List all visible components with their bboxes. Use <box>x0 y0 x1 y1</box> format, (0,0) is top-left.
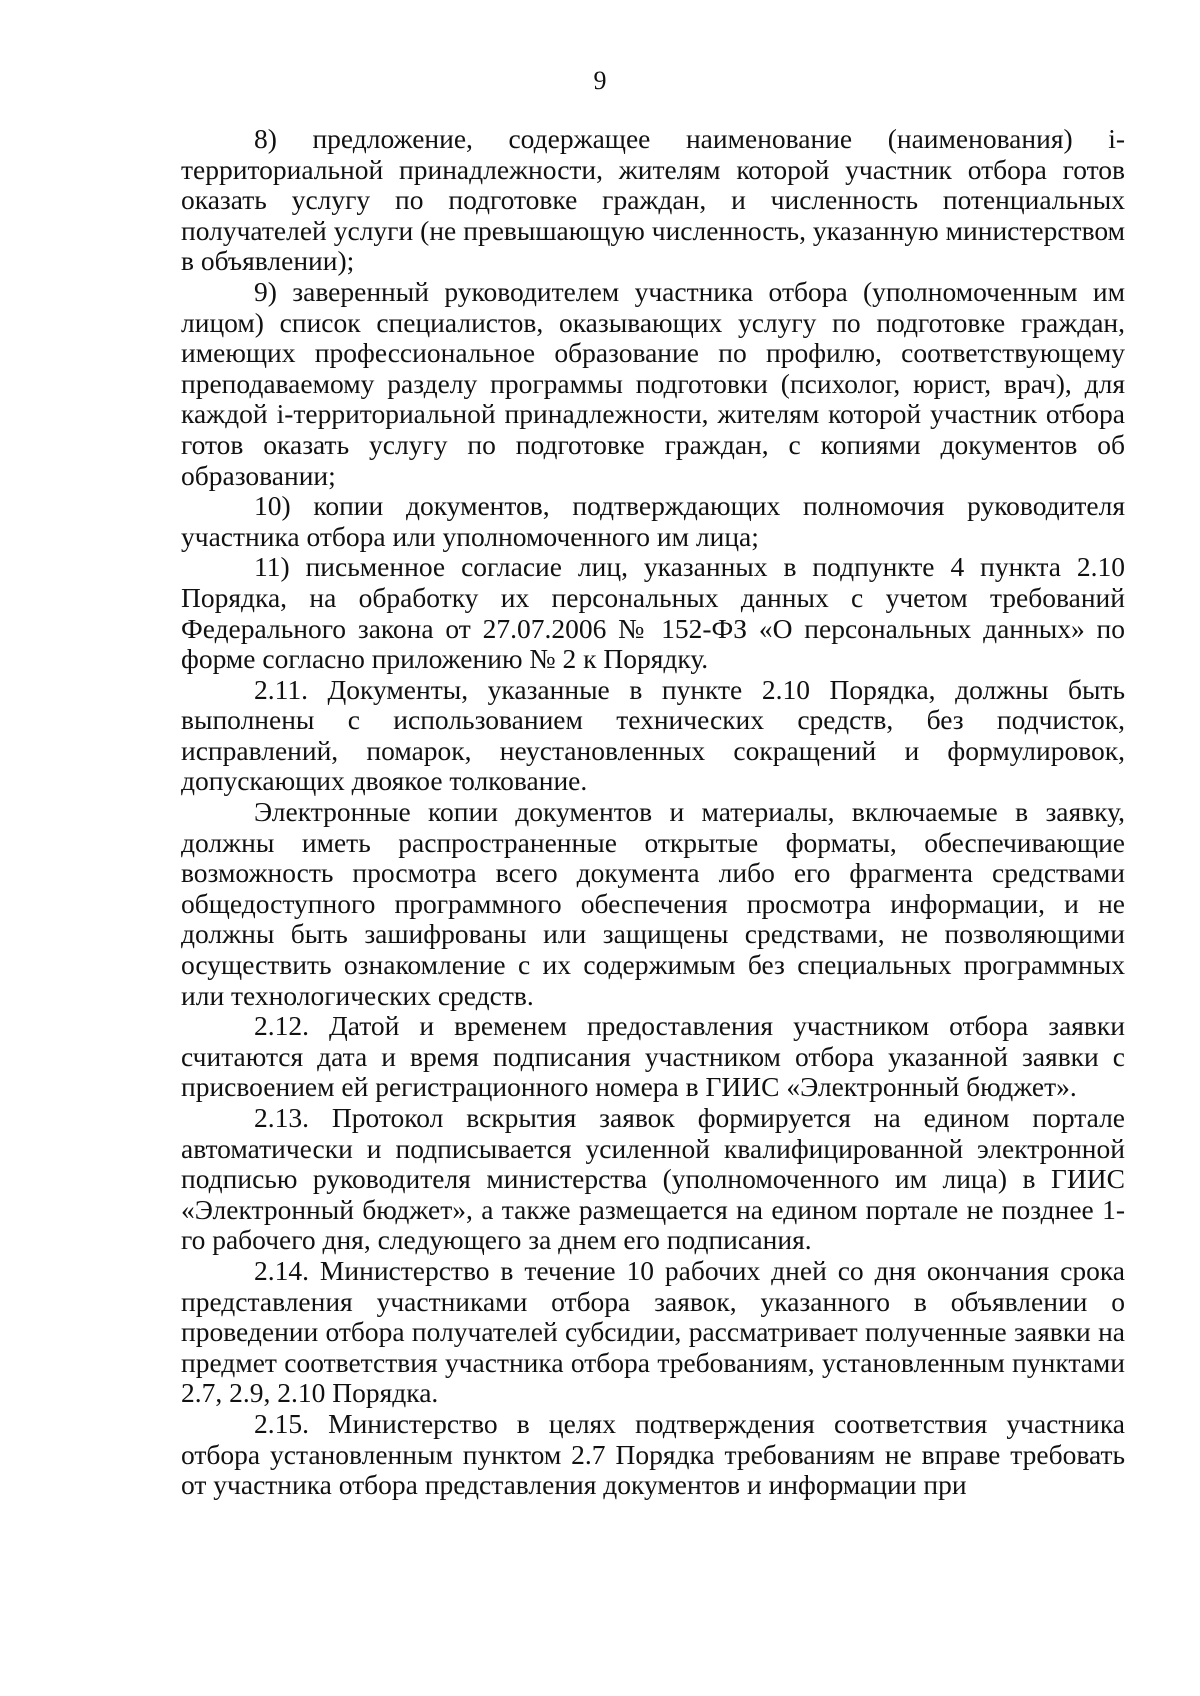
paragraph-electronic-copies: Электронные копии документов и материалы, включаемые в заявку, должны иметь распространенные открытые форматы, обеспечивающие возможность просмотра всего документа либо его фрагмента средствами общедоступного программного обеспечения просмотра информации, и не должны быть зашифрованы или защищены средствами, не позволяющими осуществить ознакомление с их содержимым без специальных программных или технологических средств. <box>181 796 1125 1011</box>
page-number: 9 <box>593 66 607 95</box>
paragraph-item-8: 8) предложение, содержащее наименование (наименования) i-территориальной принадлежности, жителям которой участник отбора готов оказать услугу по подготовке граждан, и численность потенциальных получателей услуги (не превышающую численность, указанную министерством в объявлении); <box>181 123 1125 277</box>
paragraph-2-15: 2.15. Министерство в целях подтверждения соответствия участника отбора установленным пунктом 2.7 Порядка требованиям не вправе требовать от участника отбора представления документов и информации при <box>181 1407 1125 1501</box>
paragraph-2-11: 2.11. Документы, указанные в пункте 2.10 Порядка, должны быть выполнены с использованием технических средств, без подчисток, исправлений, помарок, неустановленных сокращений и формулировок, допускающих двоякое толкование. <box>181 673 1125 797</box>
paragraph-item-10: 10) копии документов, подтверждающих полномочия руководителя участника отбора или уполномоченного им лица; <box>181 490 1125 552</box>
paragraph-2-13: 2.13. Протокол вскрытия заявок формируется на едином портале автоматически и подписывается усиленной квалифицированной электронной подписью руководителя министерства (уполномоченного им лица) в ГИИС «Электронный бюджет», а также размещается на едином портале не позднее 1-го рабочего дня, следующего за днем его подписания. <box>181 1102 1125 1256</box>
document-body <box>181 124 1125 1501</box>
paragraph-2-12: 2.12. Датой и временем предоставления участником отбора заявки считаются дата и время подписания участником отбора указанной заявки с присвоением ей регистрационного номера в ГИИС «Электронный бюджет». <box>181 1010 1125 1103</box>
paragraph-item-9: 9) заверенный руководителем участника отбора (уполномоченным им лицом) список специалистов, оказывающих услугу по подготовке граждан, имеющих профессиональное образование по профилю, соответствующему преподаваемому разделу программы подготовки (психолог, юрист, врач), для каждой i-территориальной принадлежности, жителям которой участник отбора готов оказать услугу по подготовке граждан, с копиями документов об образовании; <box>181 275 1125 491</box>
paragraph-2-14: 2.14. Министерство в течение 10 рабочих дней со дня окончания срока представления участниками отбора заявок, указанного в объявлении о проведении отбора получателей субсидии, рассматривает полученные заявки на предмет соответствия участника отбора требованиям, установленным пунктами 2.7, 2.9, 2.10 Порядка. <box>181 1254 1125 1409</box>
paragraph-item-11: 11) письменное согласие лиц, указанных в подпункте 4 пункта 2.10 Порядка, на обработку их персональных данных с учетом требований Федерального закона от 27.07.2006 № 152-ФЗ «О персональных данных» по форме согласно приложению № 2 к Порядку. <box>181 551 1125 675</box>
